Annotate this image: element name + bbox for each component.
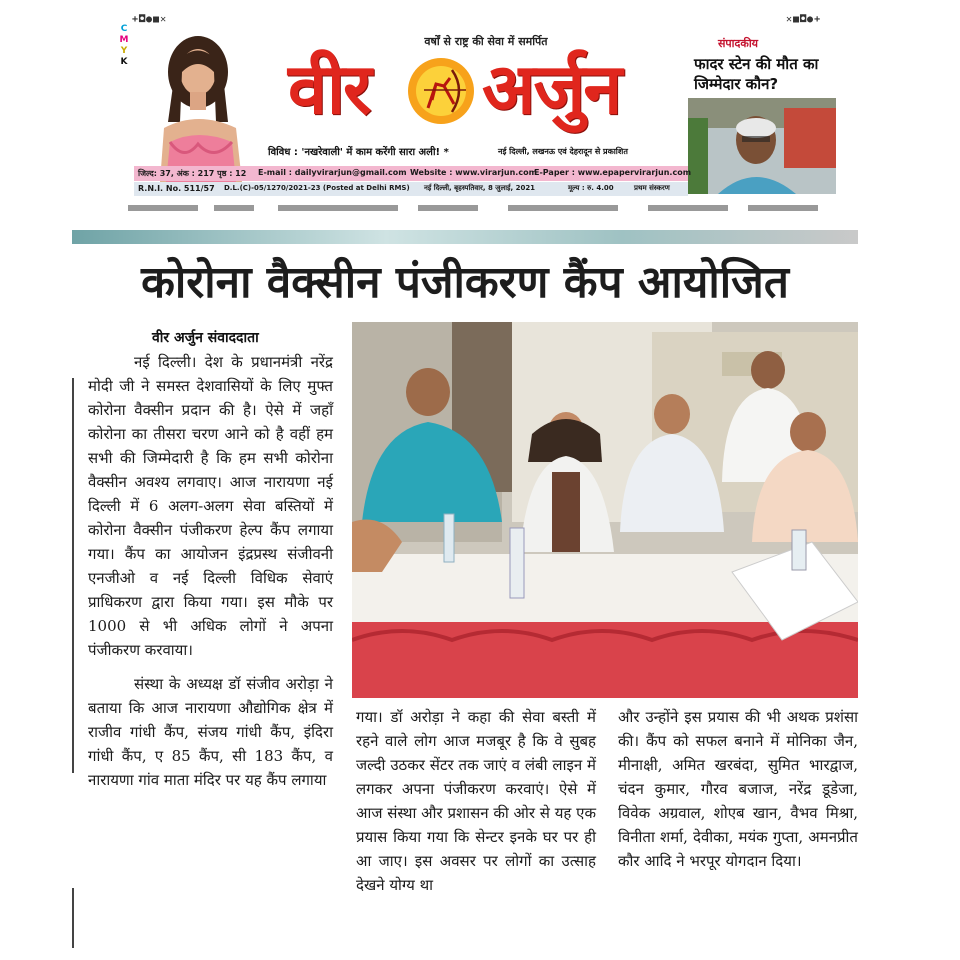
logo-text-veer: वीर: [288, 47, 370, 130]
editorial-photo: [688, 98, 836, 194]
article-column-2: [356, 705, 596, 897]
archer-emblem-icon: [406, 56, 476, 126]
cmyk-y: Y: [120, 46, 128, 56]
cmyk-k: K: [120, 57, 128, 67]
masthead-tagline: वर्षों से राष्ट्र की सेवा में समर्पित: [424, 35, 548, 48]
vividh-teaser: विविध : 'नखरेवाली' में काम करेंगी सारा अली! *: [268, 147, 449, 158]
cmyk-m: M: [119, 35, 129, 45]
article-byline: वीर अर्जुन संवाददाता: [152, 330, 259, 346]
column-rule-left-bottom: [72, 888, 74, 948]
rni-info: R.N.I. No. 511/57: [138, 184, 215, 193]
article-column-3: [618, 705, 858, 873]
logo-text-arjun: अर्जुन: [482, 47, 621, 130]
article-paragraph-2: संस्था के अध्यक्ष डॉ संजीव अरोड़ा ने बताया कि आज नारायणा औद्योगिक क्षेत्र में राजीव गांधी कैंप, संजय गांधी कैंप, इंदिरा गांधी कैंप, ए 85 कैंप, सी 183 कैंप, व नारायणा गांव माता मंदिर पर यह कैंप लगाया: [88, 675, 333, 789]
published-from: नई दिल्ली, लखनऊ एवं देहरादून से प्रकाशित: [498, 147, 628, 156]
website-info: Website : www.virarjun.com: [410, 168, 537, 177]
cropped-teaser-strip: [118, 200, 840, 214]
section-band: [72, 230, 858, 244]
editorial-headline: फादर स्टेन की मौत का जिम्मेदार कौन?: [694, 55, 819, 93]
price-info: मूल्य : रु. 4.00: [568, 184, 614, 192]
article-paragraph-1: नई दिल्ली। देश के प्रधानमंत्री नरेंद्र मोदी जी ने समस्त देशवासियों के लिए मुफ्त कोरोना वैक्सीन प्रदान की है। ऐसे में जहाँ कोरोना का तीसरा चरण आने को है वहीं हम सभी की जिम्मेदारी है कि हम सभी कोरोना वैक्सीन अवश्य लगवाए। आज नारायणा नई दिल्ली में 6 अलग-अलग सेवा बस्तियों में कोरोना वैक्सीन पंजीकरण हेल्प कैंप लगाया गया। कैंप का आयोजन इंद्रप्रस्थ संजीवनी एनजीओ व नई दिल्ली विधिक सेवाएं प्राधिकरण द्वारा किया गया। इस मौके पर 1000 से भी अधिक लोगों ने अपना पंजीकरण करवाया।: [88, 353, 333, 659]
editorial-label: संपादकीय: [718, 37, 759, 50]
article-photo: [352, 322, 858, 698]
article-paragraph-4: और उन्होंने इस प्रयास की भी अथक प्रशंसा की। कैंप को सफल बनाने में मोनिका जैन, मीनाक्षी, अमित खरबंदा, सुमित भारद्वाज, चंदन कुमार, गौरव बजाज, नरेंद्र डूडेजा, विवेक अग्रवाल, शोएब खान, वैभव मिश्रा, विनीता शर्मा, देवीका, मयंक गुप्ता, अमनप्रीत कौर आदि ने भरपूर योगदान दिया।: [618, 708, 858, 870]
date-info: नई दिल्ली, बृहस्पतिवार, 8 जुलाई, 2021: [424, 184, 536, 192]
registration-marks: +◘●■✕: [132, 14, 168, 25]
registration-marks-right: ✕■◘●+: [786, 14, 822, 25]
advertisement-photo: [136, 32, 268, 182]
volume-info: जिल्द: 37, अंक : 217 पृष्ठ : 12: [138, 169, 247, 178]
column-rule-left-top: [72, 378, 74, 773]
cmyk-marks: [118, 24, 130, 68]
article-column-1: [88, 350, 333, 792]
article-headline: कोरोना वैक्सीन पंजीकरण कैंप आयोजित: [141, 257, 789, 308]
edition-info: प्रथम संस्करण: [634, 184, 670, 192]
dl-info: D.L.(C)-05/1270/2021-23 (Posted at Delhi RMS): [224, 184, 410, 192]
email-info: E-mail : dailyvirarjun@gmail.com: [258, 168, 407, 177]
info-bar-1: [134, 166, 692, 181]
article-paragraph-3: गया। डॉ अरोड़ा ने कहा की सेवा बस्ती में रहने वाले लोग आज मजबूर है कि वे सुबह जल्दी उठकर सेंटर तक जाएं व लंबी लाइन में लगकर अपना पंजीकरण करवाएं। ऐसे में आज संस्था और प्रशासन की ओर से यह एक प्रयास किया गया कि सेन्टर इनके घर पर ही आ जाए। इस अवसर पर लोगों का उत्साह देखने योग्य था: [356, 708, 596, 894]
newspaper-masthead: [118, 14, 840, 200]
cmyk-c: C: [120, 24, 128, 34]
info-bar-2: [134, 182, 688, 196]
epaper-info: E-Paper : www.epapervirarjun.com: [534, 168, 692, 177]
